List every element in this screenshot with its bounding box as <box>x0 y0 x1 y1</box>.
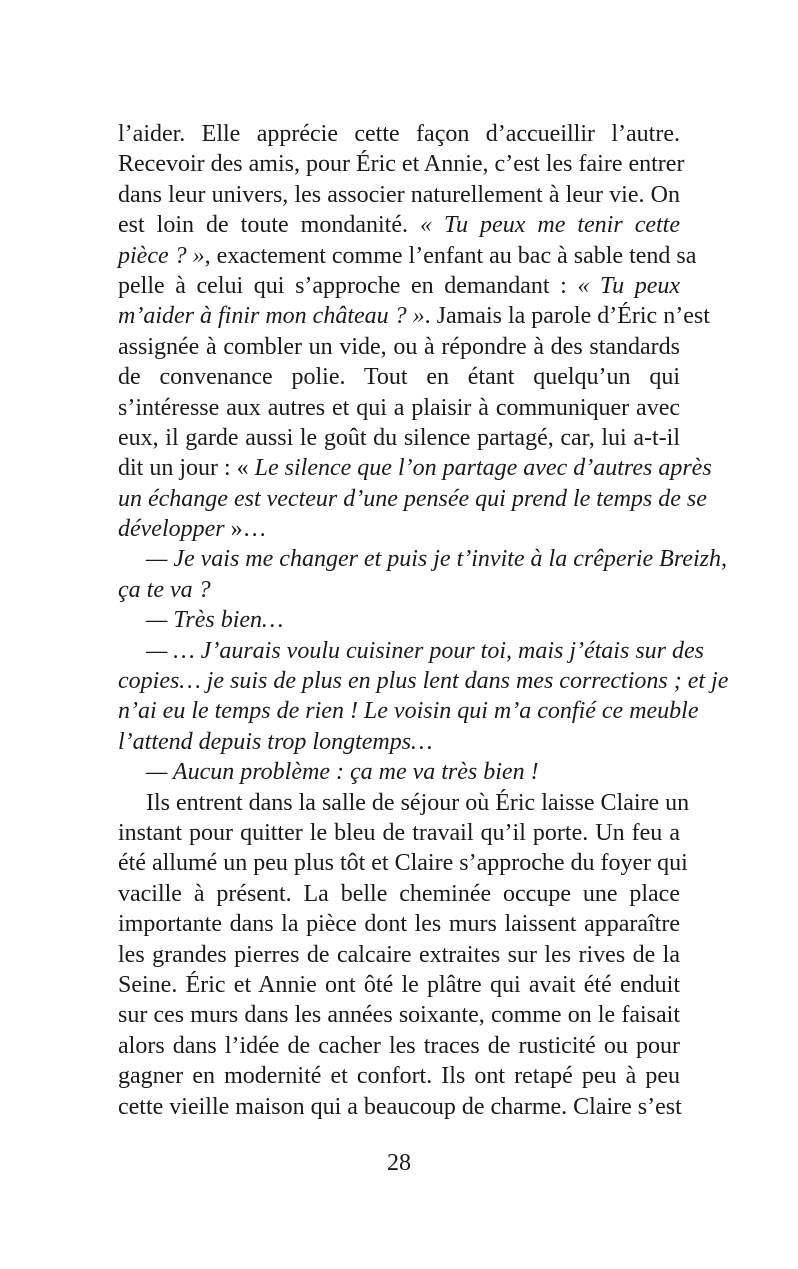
text-line <box>118 301 710 331</box>
text-line <box>118 484 707 514</box>
text-segment: instant pour quitter le bleu de travail qu’il porte. Un feu a <box>118 819 680 846</box>
text-line <box>118 940 680 970</box>
italic-text-segment: m’aider à finir mon château ? » <box>118 303 425 330</box>
text-line <box>118 727 680 757</box>
text-line <box>118 544 727 574</box>
text-segment: l’aider. Elle apprécie cette façon d’accueillir l’autre. <box>118 121 680 147</box>
text-segment: pelle à celui qui s’approche en demandant : <box>118 272 578 299</box>
italic-text-segment: Le silence que l’on partage avec d’autres après <box>254 455 712 482</box>
italic-text-segment: « Tu peux <box>577 272 680 299</box>
text-line <box>118 1061 680 1091</box>
italic-text-segment: n’ai eu le temps de rien ! Le voisin qui m’a confié ce meuble <box>118 698 699 725</box>
text-line <box>118 180 680 210</box>
text-segment: Ils entrent dans la salle de séjour où Éric laisse Claire un <box>146 789 690 816</box>
text-line <box>118 636 704 666</box>
text-line <box>118 149 685 179</box>
text-segment: eux, il garde aussi le goût du silence partagé, car, lui a-t-il <box>118 424 680 451</box>
text-segment: les grandes pierres de calcaire extraites sur les rives de la <box>118 941 680 968</box>
text-segment: , exactement comme l’enfant au bac à sable tend sa <box>204 242 697 269</box>
text-line <box>118 575 680 605</box>
text-segment: dans leur univers, les associer naturellement à leur vie. On <box>118 181 680 208</box>
text-segment: vacille à présent. La belle cheminée occupe une place <box>118 880 680 907</box>
text-line <box>118 393 680 423</box>
italic-text-segment: — Aucun problème : ça me va très bien ! <box>146 759 539 786</box>
text-line <box>118 788 690 818</box>
text-line <box>118 362 680 392</box>
text-line <box>118 605 680 635</box>
page-number: 28 <box>387 1150 411 1176</box>
text-line <box>118 970 680 1000</box>
text-line <box>118 1000 680 1030</box>
italic-text-segment: — Je vais me changer et puis je t’invite à la crêperie Breizh, <box>146 546 727 573</box>
italic-text-segment: ça te va ? <box>118 576 211 603</box>
text-line <box>118 271 680 301</box>
text-line <box>118 696 699 726</box>
text-segment: gagner en modernité et confort. Ils ont retapé peu à peu <box>118 1063 680 1090</box>
text-segment: alors dans l’idée de cacher les traces de rusticité ou pour <box>118 1032 680 1059</box>
text-segment: été allumé un peu plus tôt et Claire s’approche du foyer qui <box>118 850 688 877</box>
text-line <box>118 423 680 453</box>
italic-text-segment: un échange est vecteur d’une pensée qui prend le temps de se <box>118 485 707 512</box>
text-line <box>118 210 680 240</box>
text-segment: de convenance polie. Tout en étant quelqu’un qui <box>118 364 680 391</box>
page-body <box>118 119 729 1122</box>
text-line <box>118 453 712 483</box>
text-line <box>118 848 688 878</box>
text-line <box>118 909 680 939</box>
italic-text-segment: l’attend depuis trop longtemps… <box>118 728 433 755</box>
text-line <box>118 757 680 787</box>
text-segment: sur ces murs dans les années soixante, comme on le faisait <box>118 1002 680 1029</box>
text-line <box>118 241 697 271</box>
text-line <box>118 514 680 544</box>
text-line <box>118 879 680 909</box>
text-segment: »… <box>224 516 267 543</box>
text-segment: cette vieille maison qui a beaucoup de charme. Claire s’est <box>118 1093 682 1120</box>
text-segment: Recevoir des amis, pour Éric et Annie, c’est les faire entrer <box>118 151 685 178</box>
italic-text-segment: « Tu peux me tenir cette <box>420 212 680 239</box>
text-segment: dit un jour : « <box>118 455 255 482</box>
italic-text-segment: pièce ? » <box>118 242 205 269</box>
text-segment: Seine. Éric et Annie ont ôté le plâtre qui avait été enduit <box>118 971 680 998</box>
italic-text-segment: — … J’aurais voulu cuisiner pour toi, mais j’étais sur des <box>146 637 704 664</box>
text-line <box>118 332 680 362</box>
text-segment: assignée à combler un vide, ou à répondre à des standards <box>118 333 680 360</box>
text-line <box>118 666 729 696</box>
text-line <box>118 1092 680 1122</box>
text-segment: est loin de toute mondanité. <box>118 212 420 239</box>
text-segment: s’intéresse aux autres et qui a plaisir à communiquer avec <box>118 394 680 421</box>
text-segment: . Jamais la parole d’Éric n’est <box>424 303 710 330</box>
text-line <box>118 818 680 848</box>
italic-text-segment: développer <box>118 516 225 543</box>
text-segment: importante dans la pièce dont les murs laissent apparaître <box>118 911 680 938</box>
italic-text-segment: copies… je suis de plus en plus lent dans mes corrections ; et je <box>118 668 729 695</box>
text-line <box>118 119 680 149</box>
text-line <box>118 1031 680 1061</box>
italic-text-segment: — Très bien… <box>146 607 284 634</box>
